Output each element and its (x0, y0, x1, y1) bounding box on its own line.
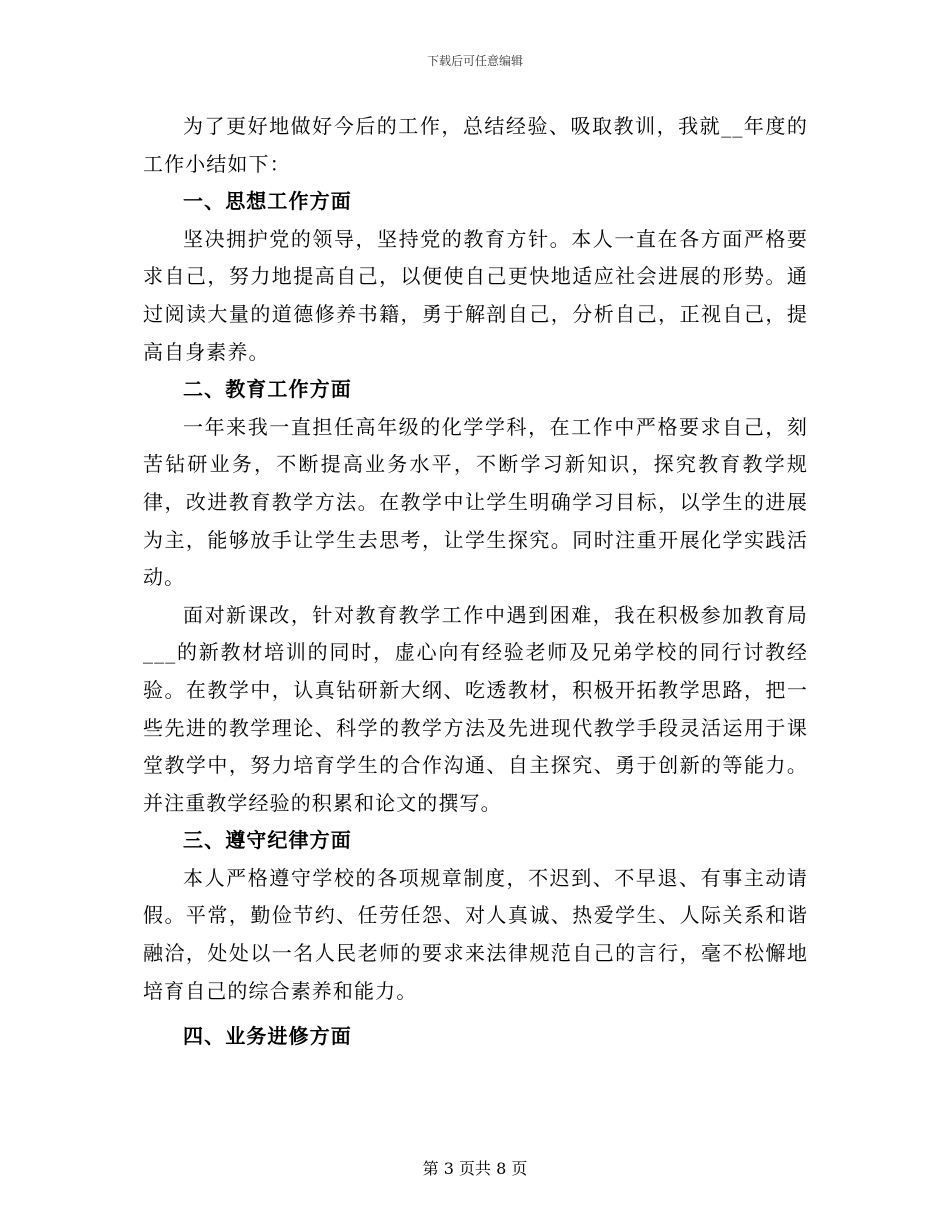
document-body (143, 108, 808, 1056)
page-number-footer: 第 3 页共 8 页 (422, 1159, 528, 1178)
intro-paragraph: 为了更好地做好今后的工作，总结经验、吸取教训，我就__年度的工作小结如下： (143, 114, 808, 176)
section-discipline-paragraph: 本人严格遵守学校的各项规章制度，不迟到、不早退、有事主动请假。平常，勤俭节约、任劳任怨、对人真诚、热爱学生、人际关系和谐融洽，处处以一名人民老师的要求来法律规范自己的言行，毫不松懈地培育自己的综合素养和能力。 (143, 865, 808, 1003)
page-header-note: 下载后可任意编辑 (426, 54, 523, 68)
section-heading-discipline: 三、遵守纪律方面 (183, 828, 352, 853)
section-heading-professional-study: 四、业务进修方面 (183, 1024, 352, 1049)
section-heading-education: 二、教育工作方面 (183, 377, 352, 402)
section-thought-paragraph: 坚决拥护党的领导，坚持党的教育方针。本人一直在各方面严格要求自己，努力地提高自己，以便使自己更快地适应社会进展的形势。通过阅读大量的道德修养书籍，勇于解剖自己，分析自己，正视自己，提高自身素养。 (143, 226, 808, 364)
section-education-paragraph-2: 面对新课改，针对教育教学工作中遇到困难，我在积极参加教育局___的新教材培训的同时，虚心向有经验老师及兄弟学校的同行讨教经验。在教学中，认真钻研新大纲、吃透教材，积极开拓教学思路，把一些先进的教学理论、科学的教学方法及先进现代教学手段灵活运用于课堂教学中，努力培育学生的合作沟通、自主探究、勇于创新的等能力。并注重教学经验的积累和论文的撰写。 (143, 602, 808, 815)
section-heading-thought: 一、思想工作方面 (183, 189, 352, 214)
section-education-paragraph-1: 一年来我一直担任高年级的化学学科，在工作中严格要求自己，刻苦钻研业务，不断提高业务水平，不断学习新知识，探究教育教学规律，改进教育教学方法。在教学中让学生明确学习目标，以学生的进展为主，能够放手让学生去思考，让学生探究。同时注重开展化学实践活动。 (143, 414, 808, 590)
